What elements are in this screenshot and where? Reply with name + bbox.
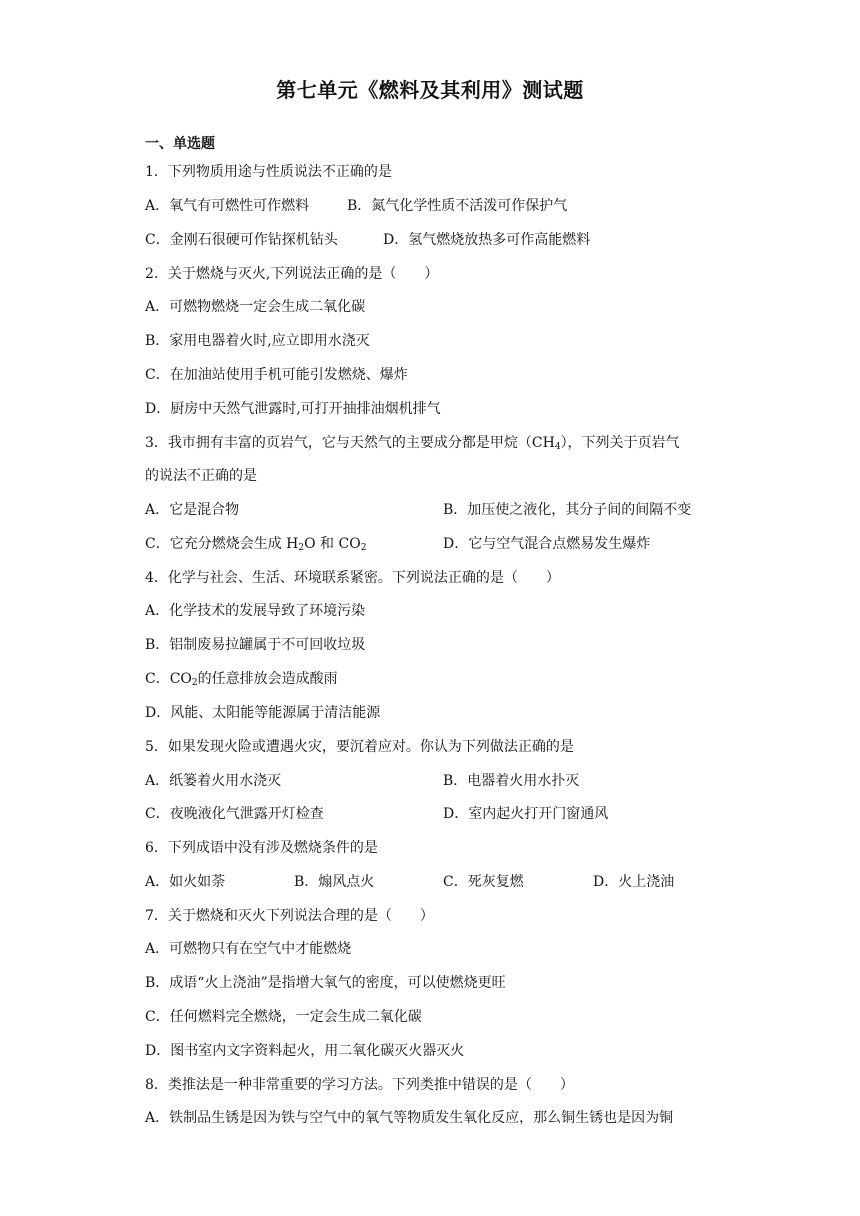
question-4-option-d: D．风能、太阳能等能源属于清洁能源 — [145, 705, 381, 721]
question-4-option-c-text-end: 的任意排放会造成酸雨 — [197, 671, 338, 687]
question-7-option-c: C．任何燃料完全燃烧，一定会生成二氧化碳 — [145, 1009, 422, 1025]
question-8-option-a: A．铁制品生锈是因为铁与空气中的氧气等物质发生氧化反应，那么铜生锈也是因为铜 — [145, 1110, 674, 1126]
question-3-option-c-subscript-2: 2 — [360, 543, 367, 553]
question-4-option-c-subscript: 2 — [191, 678, 198, 688]
question-6-stem: 6．下列成语中没有涉及燃烧条件的是 — [145, 840, 378, 856]
question-1-option-b: B．氮气化学性质不活泼可作保护气 — [347, 198, 568, 214]
question-1-option-d: D．氢气燃烧放热多可作高能燃料 — [383, 232, 591, 248]
question-4-option-c — [145, 669, 338, 689]
question-2-option-d: D．厨房中天然气泄露时,可打开抽排油烟机排气 — [145, 401, 441, 417]
question-6-option-b: B．煽风点火 — [294, 874, 375, 890]
question-7-option-b: B．成语“火上浇油”是指增大氧气的密度，可以使燃烧更旺 — [145, 975, 506, 991]
question-3-stem-continued: 的说法不正确的是 — [145, 468, 257, 484]
question-5-stem: 5．如果发现火险或遭遇火灾，要沉着应对。你认为下列做法正确的是 — [145, 739, 574, 755]
question-3-option-a: A．它是混合物 — [145, 502, 240, 518]
question-1-option-a: A．氧气有可燃性可作燃料 — [145, 198, 310, 214]
section-heading: 一、单选题 — [145, 136, 215, 152]
page-title: 第七单元《燃料及其利用》测试题 — [276, 78, 584, 102]
question-5-option-a: A．纸篓着火用水浇灭 — [145, 773, 282, 789]
question-7-option-d: D．图书室内文字资料起火，用二氧化碳灭火器灭火 — [145, 1043, 465, 1059]
question-8-stem: 8．类推法是一种非常重要的学习方法。下列类推中错误的是（ ） — [145, 1077, 574, 1093]
question-7-stem: 7．关于燃烧和灭火下列说法合理的是（ ） — [145, 908, 434, 924]
question-3-option-c — [145, 534, 366, 554]
question-3-subscript: 4 — [554, 442, 561, 452]
question-4-option-c-text: C．CO — [145, 671, 192, 687]
question-4-stem: 4．化学与社会、生活、环境联系紧密。下列说法正确的是（ ） — [145, 570, 560, 586]
question-2-stem: 2．关于燃烧与灭火,下列说法正确的是（ ） — [145, 266, 439, 282]
question-2-option-a: A．可燃物燃烧一定会生成二氧化碳 — [145, 299, 366, 315]
question-6-option-c: C．死灰复燃 — [443, 874, 524, 890]
question-6-option-a: A．如火如荼 — [145, 874, 226, 890]
question-3-option-c-text: C．它充分燃烧会生成 H — [145, 536, 299, 552]
question-5-option-c: C．夜晚液化气泄露开灯检查 — [145, 806, 324, 822]
question-3-stem-text: 3．我市拥有丰富的页岩气，它与天然气的主要成分都是甲烷（CH — [145, 435, 555, 451]
question-5-option-b: B．电器着火用水扑灭 — [443, 773, 580, 789]
question-3-option-d: D．它与空气混合点燃易发生爆炸 — [443, 536, 651, 552]
question-2-option-b: B．家用电器着火时,应立即用水浇灭 — [145, 333, 370, 349]
question-3-stem — [145, 433, 680, 453]
question-3-stem-text-end: ），下列关于页岩气 — [560, 435, 680, 451]
question-6-option-d: D．火上浇油 — [593, 874, 675, 890]
question-1-option-c: C．金刚石很硬可作钻探机钻头 — [145, 232, 338, 248]
question-1-stem: 1．下列物质用途与性质说法不正确的是 — [145, 164, 392, 180]
question-7-option-a: A．可燃物只有在空气中才能燃烧 — [145, 941, 352, 957]
question-3-option-b: B．加压使之液化，其分子间的间隔不变 — [443, 502, 692, 518]
question-5-option-d: D．室内起火打开门窗通风 — [443, 806, 609, 822]
question-2-option-c: C．在加油站使用手机可能引发燃烧、爆炸 — [145, 367, 408, 383]
question-3-option-c-text-mid: O 和 CO — [304, 536, 361, 552]
question-4-option-a: A．化学技术的发展导致了环境污染 — [145, 603, 366, 619]
question-4-option-b: B．铝制废易拉罐属于不可回收垃圾 — [145, 637, 366, 653]
question-3-option-c-subscript-1: 2 — [298, 543, 305, 553]
